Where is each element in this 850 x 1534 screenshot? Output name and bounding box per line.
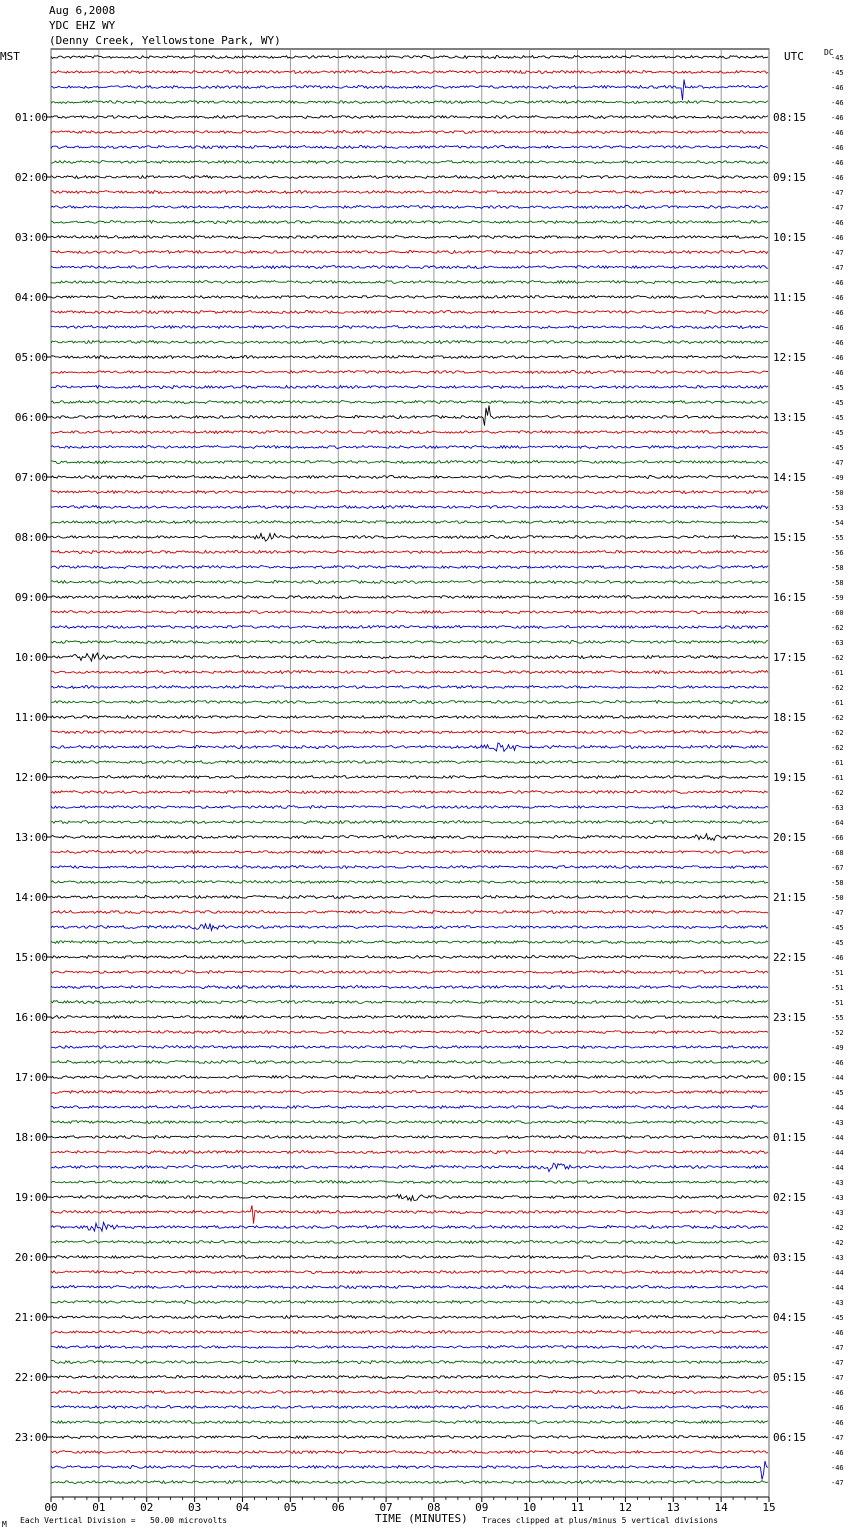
trace-row <box>51 115 768 118</box>
trace-row <box>51 1345 768 1348</box>
trace-row <box>51 1241 768 1244</box>
x-axis-title: TIME (MINUTES) <box>375 1512 468 1525</box>
dc-offset-label: -44 <box>831 1074 844 1082</box>
dc-label: DC <box>824 48 834 57</box>
mst-hour-label: 19:00 <box>14 1191 48 1204</box>
trace-row <box>51 775 768 778</box>
dc-offset-label: -46 <box>831 324 844 332</box>
clipping-note: Traces clipped at plus/minus 5 vertical divisions <box>482 1516 719 1525</box>
trace-row <box>51 1481 768 1484</box>
dc-offset-label: -43 <box>831 1119 844 1127</box>
mst-hour-label: 02:00 <box>14 171 48 184</box>
trace-row <box>51 476 768 479</box>
utc-hour-label: 13:15 <box>773 411 807 424</box>
dc-offset-label: -61 <box>831 774 844 782</box>
dc-offset-label: -46 <box>831 339 844 347</box>
dc-offset-label: -45 <box>831 1314 844 1322</box>
mst-hour-label: 20:00 <box>14 1251 48 1264</box>
trace-row <box>51 506 768 509</box>
utc-hour-label: 18:15 <box>773 711 807 724</box>
trace-row <box>51 596 768 599</box>
trace-row <box>51 866 768 869</box>
dc-offset-label: -62 <box>831 624 844 632</box>
dc-offset-label: -46 <box>831 1329 844 1337</box>
dc-offset-label: -59 <box>831 594 844 602</box>
dc-offset-label: -49 <box>831 1044 844 1052</box>
trace-row <box>51 895 768 898</box>
dc-offset-label: -47 <box>831 264 844 272</box>
trace-row <box>51 1360 768 1363</box>
utc-hour-label: 16:15 <box>773 591 807 604</box>
x-tick-label: 05 <box>283 1501 297 1514</box>
dc-offset-label: -63 <box>831 804 844 812</box>
dc-offset-label: -49 <box>831 474 844 482</box>
x-tick-label: 14 <box>714 1501 728 1514</box>
dc-offset-label: -46 <box>831 144 844 152</box>
utc-hour-label: 12:15 <box>773 351 807 364</box>
x-tick-label: 02 <box>140 1501 154 1514</box>
dc-offset-label: -51 <box>831 984 844 992</box>
dc-offset-label: -62 <box>831 729 844 737</box>
trace-row <box>51 56 768 59</box>
trace-row <box>51 761 768 764</box>
dc-offset-label: -46 <box>831 1404 844 1412</box>
trace-row <box>51 446 768 449</box>
dc-offset-label: -62 <box>831 654 844 662</box>
trace-row <box>51 1222 768 1231</box>
dc-offset-label: -63 <box>831 639 844 647</box>
trace-row <box>51 626 768 629</box>
dc-offset-label: -51 <box>831 999 844 1007</box>
trace-row <box>51 220 768 223</box>
x-tick-label: 11 <box>570 1501 585 1514</box>
trace-row <box>51 1391 768 1394</box>
trace-row <box>51 641 768 644</box>
mst-hour-label: 07:00 <box>14 471 48 484</box>
dc-offset-label: -42 <box>831 1239 844 1247</box>
trace-row <box>51 401 768 404</box>
mst-hour-label: 09:00 <box>14 591 48 604</box>
trace-row <box>51 671 768 674</box>
trace-row <box>51 1060 768 1063</box>
trace-row <box>51 1205 768 1223</box>
trace-row <box>51 685 768 688</box>
dc-offset-label: -46 <box>831 309 844 317</box>
trace-row <box>51 1076 768 1079</box>
dc-offset-label: -56 <box>831 549 844 557</box>
utc-hour-label: 10:15 <box>773 231 807 244</box>
trace-row <box>51 611 768 614</box>
trace-row <box>51 1271 768 1274</box>
dc-offset-label: -44 <box>831 1284 844 1292</box>
trace-row <box>51 743 768 752</box>
mst-hour-label: 23:00 <box>14 1431 48 1444</box>
x-tick-label: 08 <box>427 1501 441 1514</box>
dc-offset-label: -46 <box>831 294 844 302</box>
dc-offset-label: -53 <box>831 504 844 512</box>
dc-offset-label: -44 <box>831 1149 844 1157</box>
left-axis-label: MST <box>0 50 20 63</box>
dc-offset-label: -66 <box>831 834 844 842</box>
trace-row <box>51 251 768 254</box>
trace-row <box>51 1194 768 1201</box>
dc-offset-label: -52 <box>831 1029 844 1037</box>
dc-offset-label: -67 <box>831 864 844 872</box>
trace-row <box>51 355 768 358</box>
mst-hour-label: 15:00 <box>14 951 48 964</box>
header-station: YDC EHZ WY <box>49 19 116 32</box>
mst-hour-label: 18:00 <box>14 1131 48 1144</box>
trace-row <box>51 731 768 734</box>
header-location: (Denny Creek, Yellowstone Park, WY) <box>49 34 281 47</box>
utc-hour-label: 00:15 <box>773 1071 807 1084</box>
trace-row <box>51 190 768 193</box>
trace-row <box>51 1451 768 1454</box>
trace-row <box>51 1256 768 1259</box>
trace-row <box>51 1016 768 1019</box>
dc-offset-label: -61 <box>831 759 844 767</box>
trace-row <box>51 700 768 703</box>
trace-row <box>51 385 768 388</box>
trace-row <box>51 941 768 944</box>
dc-offset-label: -46 <box>831 159 844 167</box>
dc-offset-label: -45 <box>831 399 844 407</box>
trace-row <box>51 924 768 931</box>
x-tick-label: 07 <box>379 1501 393 1514</box>
dc-offset-label: -46 <box>831 279 844 287</box>
trace-row <box>51 161 768 164</box>
mst-hour-label: 05:00 <box>14 351 48 364</box>
trace-row <box>51 326 768 329</box>
trace-row <box>51 1121 768 1124</box>
utc-hour-label: 20:15 <box>773 831 807 844</box>
dc-offset-label: -47 <box>831 204 844 212</box>
trace-row <box>51 971 768 974</box>
utc-hour-label: 08:15 <box>773 111 807 124</box>
trace-row <box>51 1106 768 1109</box>
dc-offset-label: -46 <box>831 1464 844 1472</box>
mst-hour-label: 14:00 <box>14 891 48 904</box>
x-tick-label: 00 <box>44 1501 58 1514</box>
mst-hour-label: 10:00 <box>14 651 48 664</box>
trace-row <box>51 266 768 269</box>
trace-row <box>51 791 768 794</box>
mst-hour-label: 21:00 <box>14 1311 48 1324</box>
trace-row <box>51 370 768 373</box>
dc-offset-label: -47 <box>831 1434 844 1442</box>
dc-offset-label: -44 <box>831 1134 844 1142</box>
dc-offset-label: -45 <box>831 54 844 62</box>
dc-offset-label: -45 <box>831 924 844 932</box>
trace-row <box>51 431 768 434</box>
trace-row <box>51 716 768 719</box>
trace-row <box>51 566 768 569</box>
dc-offset-label: -46 <box>831 1419 844 1427</box>
dc-offset-label: -43 <box>831 1194 844 1202</box>
dc-offset-label: -61 <box>831 699 844 707</box>
dc-offset-label: -43 <box>831 1179 844 1187</box>
utc-hour-label: 02:15 <box>773 1191 807 1204</box>
dc-offset-label: -42 <box>831 1224 844 1232</box>
trace-row <box>51 1031 768 1034</box>
dc-offset-label: -46 <box>831 234 844 242</box>
dc-offset-label: -47 <box>831 1359 844 1367</box>
trace-row <box>51 311 768 314</box>
vertical-division-note: Each Vertical Division = 50.00 microvolts <box>20 1516 228 1525</box>
trace-row <box>51 1286 768 1289</box>
dc-offset-label: -46 <box>831 354 844 362</box>
dc-offset-label: -62 <box>831 744 844 752</box>
dc-offset-label: -46 <box>831 114 844 122</box>
dc-offset-label: -45 <box>831 444 844 452</box>
dc-offset-label: -44 <box>831 1104 844 1112</box>
utc-hour-label: 15:15 <box>773 531 807 544</box>
dc-offset-label: -62 <box>831 684 844 692</box>
right-axis-label: UTC <box>784 50 804 63</box>
dc-offset-label: -55 <box>831 534 844 542</box>
trace-row <box>51 985 768 988</box>
utc-hour-label: 21:15 <box>773 891 807 904</box>
x-tick-label: 12 <box>618 1501 633 1514</box>
trace-row <box>51 176 768 179</box>
corner-mark: M <box>2 1520 7 1529</box>
trace-row <box>51 1421 768 1424</box>
trace-row <box>51 406 768 426</box>
dc-offset-label: -47 <box>831 909 844 917</box>
dc-offset-label: -60 <box>831 609 844 617</box>
dc-offset-label: -58 <box>831 579 844 587</box>
trace-row <box>51 1406 768 1409</box>
dc-offset-label: -64 <box>831 819 844 827</box>
trace-row <box>51 956 768 959</box>
mst-hour-label: 03:00 <box>14 231 48 244</box>
mst-hour-label: 06:00 <box>14 411 48 424</box>
trace-row <box>51 341 768 344</box>
trace-row <box>51 296 768 299</box>
dc-offset-label: -46 <box>831 1389 844 1397</box>
dc-offset-label: -47 <box>831 189 844 197</box>
x-tick-label: 04 <box>235 1501 250 1514</box>
utc-hour-label: 11:15 <box>773 291 807 304</box>
utc-hour-label: 06:15 <box>773 1431 807 1444</box>
dc-offset-label: -62 <box>831 789 844 797</box>
dc-offset-label: -46 <box>831 174 844 182</box>
utc-hour-label: 09:15 <box>773 171 807 184</box>
trace-row <box>51 834 768 841</box>
trace-row <box>51 281 768 284</box>
trace-row <box>51 131 768 134</box>
trace-row <box>51 881 768 884</box>
dc-offset-label: -45 <box>831 939 844 947</box>
dc-offset-label: -68 <box>831 849 844 857</box>
dc-offset-label: -44 <box>831 1164 844 1172</box>
mst-hour-label: 16:00 <box>14 1011 48 1024</box>
header-date: Aug 6,2008 <box>49 4 116 17</box>
mst-hour-label: 22:00 <box>14 1371 48 1384</box>
trace-row <box>51 653 768 661</box>
x-tick-label: 09 <box>475 1501 489 1514</box>
dc-offset-label: -58 <box>831 879 844 887</box>
trace-row <box>51 80 768 101</box>
utc-hour-label: 01:15 <box>773 1131 807 1144</box>
trace-row <box>51 851 768 854</box>
x-tick-label: 03 <box>187 1501 202 1514</box>
dc-offset-label: -43 <box>831 1209 844 1217</box>
trace-row <box>51 911 768 914</box>
x-tick-label: 01 <box>92 1501 106 1514</box>
utc-hour-label: 17:15 <box>773 651 807 664</box>
trace-row <box>51 491 768 494</box>
dc-offset-label: -47 <box>831 459 844 467</box>
dc-offset-label: -46 <box>831 99 844 107</box>
utc-hour-label: 14:15 <box>773 471 807 484</box>
trace-row <box>51 70 768 73</box>
trace-row <box>51 1150 768 1153</box>
trace-row <box>51 1376 768 1379</box>
utc-hour-label: 22:15 <box>773 951 807 964</box>
dc-offset-label: -46 <box>831 1449 844 1457</box>
trace-row <box>51 205 768 208</box>
dc-offset-label: -46 <box>831 219 844 227</box>
mst-hour-label: 01:00 <box>14 111 48 124</box>
trace-row <box>51 1001 768 1004</box>
trace-row <box>51 1090 768 1093</box>
mst-hour-label: 17:00 <box>14 1071 48 1084</box>
dc-offset-label: -46 <box>831 369 844 377</box>
trace-row <box>51 1331 768 1334</box>
trace-row <box>51 1046 768 1049</box>
dc-offset-label: -45 <box>831 69 844 77</box>
x-tick-label: 10 <box>523 1501 537 1514</box>
mst-hour-label: 04:00 <box>14 291 48 304</box>
utc-hour-label: 05:15 <box>773 1371 807 1384</box>
dc-offset-label: -47 <box>831 249 844 257</box>
trace-row <box>51 101 768 104</box>
trace-row <box>51 146 768 149</box>
mst-hour-label: 08:00 <box>14 531 48 544</box>
trace-row <box>51 1436 768 1439</box>
dc-offset-label: -62 <box>831 714 844 722</box>
trace-row <box>51 461 768 464</box>
utc-hour-label: 23:15 <box>773 1011 807 1024</box>
trace-row <box>51 1163 768 1171</box>
dc-offset-label: -45 <box>831 1089 844 1097</box>
mst-hour-label: 13:00 <box>14 831 48 844</box>
trace-row <box>51 534 768 542</box>
dc-offset-label: -43 <box>831 1254 844 1262</box>
trace-row <box>51 820 768 823</box>
utc-hour-label: 19:15 <box>773 771 807 784</box>
dc-offset-label: -45 <box>831 429 844 437</box>
trace-row <box>51 1136 768 1139</box>
dc-offset-label: -50 <box>831 894 844 902</box>
trace-row <box>51 1316 768 1319</box>
dc-offset-label: -43 <box>831 1299 844 1307</box>
dc-offset-label: -47 <box>831 1344 844 1352</box>
trace-row <box>51 520 768 523</box>
trace-row <box>51 1181 768 1184</box>
trace-row <box>51 581 768 584</box>
x-tick-label: 15 <box>762 1501 776 1514</box>
dc-offset-label: -47 <box>831 1479 844 1487</box>
utc-hour-label: 03:15 <box>773 1251 807 1264</box>
dc-offset-label: -45 <box>831 384 844 392</box>
dc-offset-label: -50 <box>831 489 844 497</box>
dc-offset-label: -51 <box>831 969 844 977</box>
x-tick-label: 06 <box>331 1501 345 1514</box>
dc-offset-label: -45 <box>831 414 844 422</box>
trace-row <box>51 236 768 239</box>
utc-hour-label: 04:15 <box>773 1311 807 1324</box>
dc-offset-label: -46 <box>831 84 844 92</box>
trace-row <box>51 806 768 809</box>
dc-offset-label: -46 <box>831 129 844 137</box>
dc-offset-label: -47 <box>831 1374 844 1382</box>
dc-offset-label: -58 <box>831 564 844 572</box>
mst-hour-label: 11:00 <box>14 711 48 724</box>
mst-hour-label: 12:00 <box>14 771 48 784</box>
dc-offset-label: -61 <box>831 669 844 677</box>
trace-row <box>51 1301 768 1304</box>
dc-offset-label: -46 <box>831 1059 844 1067</box>
dc-offset-label: -54 <box>831 519 844 527</box>
trace-row <box>51 1461 768 1480</box>
dc-offset-label: -55 <box>831 1014 844 1022</box>
dc-offset-label: -44 <box>831 1269 844 1277</box>
dc-offset-label: -46 <box>831 954 844 962</box>
trace-row <box>51 551 768 554</box>
x-tick-label: 13 <box>666 1501 680 1514</box>
